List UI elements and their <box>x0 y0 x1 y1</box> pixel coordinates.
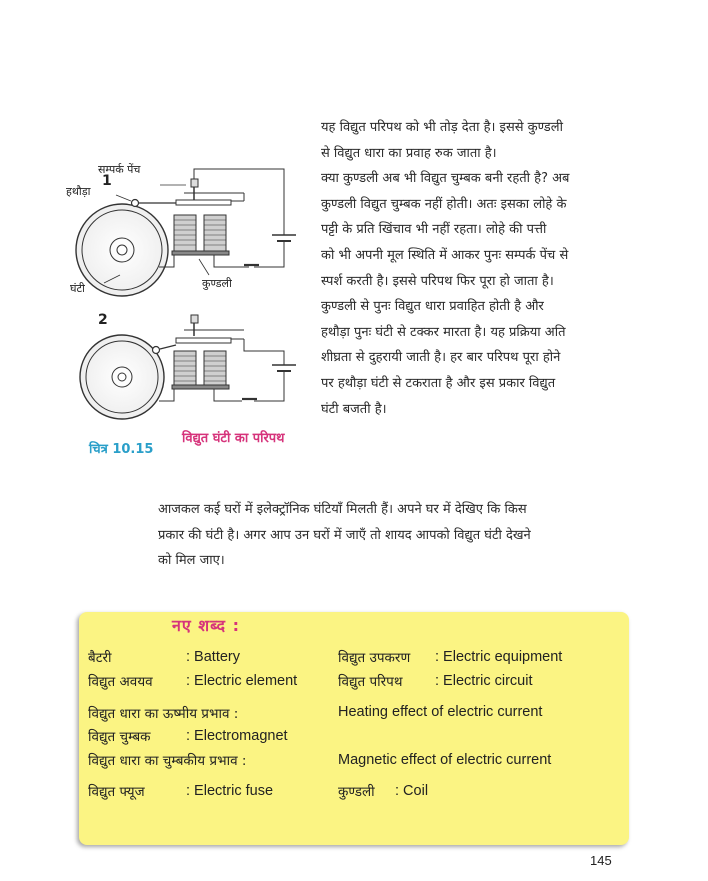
text-line: कुण्डली विद्युत चुम्बक नहीं होती। अतः इसका लोहे के <box>321 196 567 212</box>
coil-label: कुण्डली <box>202 277 232 290</box>
text-line: हथौड़ा पुनः घंटी से टक्कर मारता है। यह प्रक्रिया अति <box>321 324 566 340</box>
text-line: से विद्युत धारा का प्रवाह रुक जाता है। <box>321 145 497 161</box>
term-english: : Electric element <box>186 673 298 689</box>
term-hindi: विद्युत अवयव <box>88 674 153 690</box>
text-line: आजकल कई घरों में इलेक्ट्रॉनिक घंटियाँ मिलती हैं। अपने घर में देखिए कि किस <box>158 502 527 517</box>
term-english: : Electric equipment <box>435 649 563 665</box>
electric-bell-diagram <box>64 155 314 420</box>
text-line: को भी अपनी मूल स्थिति में आकर पुनः सम्पर्क पेंच से <box>321 247 569 263</box>
new-words-box <box>79 612 629 845</box>
text-line: स्पर्श करती है। इससे परिपथ फिर पूरा हो जाता है। <box>321 273 554 289</box>
text-line: क्या कुण्डली अब भी विद्युत चुम्बक बनी रहती है? अब <box>321 171 570 187</box>
term-electric-element <box>88 672 153 690</box>
term-hindi: कुण्डली <box>338 784 375 800</box>
diagram-number-1: 1 <box>102 173 112 189</box>
text-line: कुण्डली से पुनः विद्युत धारा प्रवाहित होती है और <box>321 299 544 315</box>
term-electric-equipment <box>338 648 410 666</box>
term-magnetic-effect <box>88 751 246 769</box>
term-electric-circuit <box>338 672 402 690</box>
term-english: : Electric circuit <box>435 673 533 689</box>
contact-screw-label: सम्पर्क पेंच <box>98 163 141 176</box>
term-hindi: विद्युत फ्यूज <box>88 784 145 800</box>
text-line: पर हथौड़ा घंटी से टकराता है और इस प्रकार विद्युत <box>321 375 556 391</box>
term-hindi: विद्युत धारा का चुम्बकीय प्रभाव : <box>88 753 247 769</box>
text-line: यह विद्युत परिपथ को भी तोड़ देता है। इससे कुण्डली <box>321 120 563 135</box>
term-hindi: विद्युत धारा का ऊष्मीय प्रभाव : <box>88 706 239 722</box>
text-line: शीघ्रता से दुहरायी जाती है। हर बार परिपथ पूरा होने <box>321 350 561 366</box>
term-magnetic-effect-english: Magnetic effect of electric current <box>338 752 552 768</box>
bell-label: घंटी <box>70 282 85 295</box>
text-line: पट्टी के प्रति खिंचाव भी नहीं रहता। लोहे की पत्ती <box>321 222 547 238</box>
right-paragraph <box>321 115 633 422</box>
diagram-number-2: 2 <box>98 312 108 328</box>
term-hindi: विद्युत चुम्बक <box>88 729 151 745</box>
term-english: : Coil <box>395 783 429 799</box>
page-number: 145 <box>590 853 612 868</box>
text-line: को मिल जाए। <box>158 553 225 569</box>
text-line: प्रकार की घंटी है। अगर आप उन घरों में जाएँ तो शायद आपको विद्युत घंटी देखने <box>158 527 531 543</box>
term-english: : Battery <box>186 649 240 665</box>
new-words-heading: नए शब्द : <box>172 616 240 635</box>
term-coil <box>338 782 375 800</box>
term-electromagnet <box>88 727 151 745</box>
hammer-label: हथौड़ा <box>66 185 91 198</box>
term-battery <box>88 648 112 666</box>
bell-diagram-2 <box>80 315 296 419</box>
bottom-paragraph <box>158 497 633 574</box>
figure-caption-number: चित्र 10.15 <box>89 442 154 457</box>
term-hindi: विद्युत परिपथ <box>338 674 403 690</box>
text-line: घंटी बजती है। <box>321 401 387 417</box>
figure-caption-title: विद्युत घंटी का परिपथ <box>182 431 285 446</box>
term-heating-effect-english: Heating effect of electric current <box>338 704 543 720</box>
term-english: : Electromagnet <box>186 728 288 744</box>
electric-bell-figure <box>64 155 314 420</box>
term-electric-fuse <box>88 782 145 800</box>
term-hindi: बैटरी <box>88 650 112 666</box>
term-hindi: विद्युत उपकरण <box>338 650 411 666</box>
term-heating-effect <box>88 704 238 722</box>
term-english: : Electric fuse <box>186 783 274 799</box>
